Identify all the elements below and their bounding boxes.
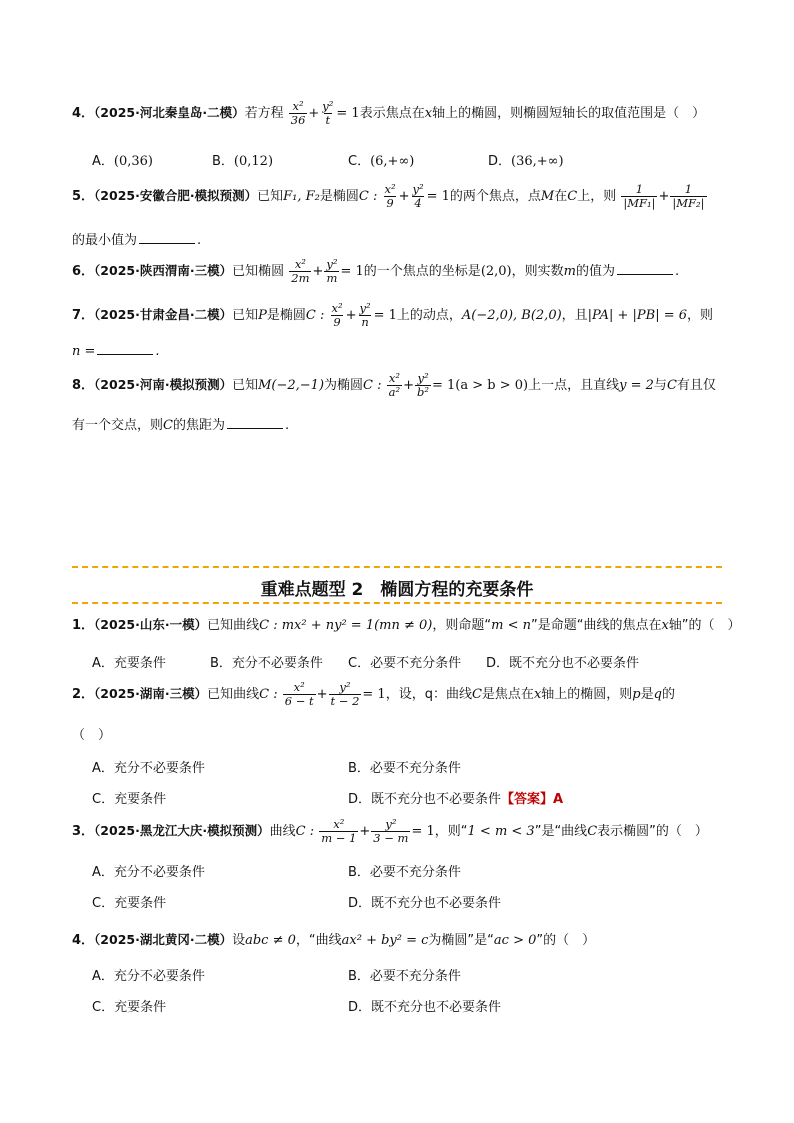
option-b[interactable]: B．必要不充分条件 [348, 761, 461, 776]
problem-2-line2: （ ） [72, 728, 112, 743]
answer-blank[interactable] [227, 417, 283, 429]
option-d[interactable]: D．(36,+∞) [488, 154, 564, 169]
fraction: $\frac{\text{x²}}{\text{a²}}$ [388, 371, 401, 399]
fraction: $\frac{\text{x²}}{2m}$ [291, 257, 310, 285]
question-source: （2025·湖南·三模） [94, 686, 208, 701]
option-d[interactable]: D．既不充分也不必要条件 [348, 896, 502, 911]
question-5-stem: 5．（2025·安徽合肥·模拟预测）已知F₁, F₂是椭圆C : $\frac{\text{x²}}{9}$ + $\frac{\text{y²}}{4}$ = 1的两个焦点，点M在C上，则 $\frac{1}{\text{|MF₁|}}$ + $\frac{1}{\text{|MF₂|}}$ [72, 182, 705, 210]
question-source: （2025·河南·模拟预测） [94, 377, 233, 392]
answer-blank[interactable] [617, 263, 673, 275]
question-source: （2025·陕西渭南·三模） [94, 263, 233, 278]
fraction: $\frac{\text{y²}}{t - 2}$ [330, 680, 360, 708]
question-source: （2025·河北秦皇岛·二模） [94, 105, 245, 120]
option-a[interactable]: A．充分不必要条件 [92, 865, 205, 880]
fraction: $\frac{\text{x²}}{6 - t}$ [284, 680, 314, 708]
fraction: $\frac{\text{x²}}{m - 1}$ [321, 817, 357, 845]
section-divider-top [72, 566, 722, 568]
fraction: $\frac{1}{\text{|MF₂|}}$ [672, 182, 705, 210]
problem-4-stem: 4．（2025·湖北黄冈·二模）设abc ≠ 0，“曲线ax² + by² = c为椭圆”是“ac > 0”的（ ） [72, 932, 596, 948]
option-b[interactable]: B．必要不充分条件 [348, 865, 461, 880]
question-number: 5． [72, 189, 95, 204]
question-source: （2025·安徽合肥·模拟预测） [94, 188, 258, 203]
fraction: $\frac{\text{y²}}{3 - m}$ [373, 817, 409, 845]
option-c[interactable]: C．必要不充分条件 [348, 656, 462, 671]
question-7-stem: 7．（2025·甘肃金昌·二模）已知P是椭圆C : $\frac{\text{x²}}{9}$ + $\frac{\text{y²}}{n}$ = 1上的动点，A(−2,0), B(2,0)，且|PA| + |PB| = 6，则 [72, 301, 714, 329]
question-6-stem: 6．（2025·陕西渭南·三模）已知椭圆 $\frac{\text{x²}}{2m}$ + $\frac{\text{y²}}{m}$ = 1的一个焦点的坐标是(2,0)，则实数m的值为 . [72, 257, 680, 285]
question-source: （2025·黑龙江大庆·模拟预测） [94, 823, 270, 838]
question-number: 6． [72, 264, 95, 279]
option-c[interactable]: C．充要条件 [92, 792, 167, 807]
problem-1-stem: 1．（2025·山东·一模）已知曲线C : mx² + ny² = 1(mn ≠ 0)，则命题“m < n”是命题“曲线的焦点在x轴”的（ ） [72, 617, 741, 633]
option-c[interactable]: C．(6,+∞) [348, 154, 415, 169]
fraction: $\frac{\text{y²}}{n}$ [359, 301, 371, 329]
question-4-stem: 4．（2025·河北秦皇岛·二模）若方程 $\frac{\text{x²}}{36}$ + $\frac{\text{y²}}{t}$ = 1表示焦点在x轴上的椭圆，则椭圆短轴长的取值范围是（ ） [72, 99, 706, 127]
question-number: 3． [72, 824, 95, 839]
fraction: $\frac{1}{\text{|MF₁|}}$ [623, 182, 656, 210]
answer-blank[interactable] [97, 343, 153, 355]
option-a[interactable]: A．充分不必要条件 [92, 761, 205, 776]
fraction: $\frac{\text{x²}}{9}$ [331, 301, 343, 329]
option-d[interactable]: D．既不充分也不必要条件【答案】A [348, 792, 564, 807]
section-divider-bottom [72, 602, 722, 604]
option-c[interactable]: C．充要条件 [92, 896, 167, 911]
question-source: （2025·甘肃金昌·二模） [94, 307, 233, 322]
question-number: 7． [72, 308, 95, 323]
fraction: $\frac{\text{y²}}{t}$ [322, 99, 334, 127]
fraction: $\frac{\text{y²}}{\text{b²}}$ [417, 371, 430, 399]
option-b[interactable]: B．(0,12) [212, 154, 274, 169]
answer-label: 【答案】A [501, 792, 564, 807]
option-b[interactable]: B．充分不必要条件 [210, 656, 323, 671]
fraction: $\frac{\text{x²}}{36}$ [290, 99, 306, 127]
question-source: （2025·湖北黄冈·二模） [94, 932, 233, 947]
question-number: 8． [72, 378, 95, 393]
option-d[interactable]: D．既不充分也不必要条件 [348, 1000, 502, 1015]
question-number: 4． [72, 933, 95, 948]
option-b[interactable]: B．必要不充分条件 [348, 969, 461, 984]
section-title: 重难点题型 2 椭圆方程的充要条件 [260, 580, 534, 600]
fraction: $\frac{\text{x²}}{9}$ [384, 182, 396, 210]
option-a[interactable]: A．(0,36) [92, 154, 153, 169]
question-number: 4． [72, 106, 95, 121]
option-a[interactable]: A．充分不必要条件 [92, 969, 205, 984]
question-8-line2: 有一个交点，则C的焦距为 . [72, 418, 290, 433]
question-5-line2: 的最小值为 . [72, 233, 202, 248]
problem-3-stem: 3．（2025·黑龙江大庆·模拟预测）曲线C : $\frac{\text{x²}}{m - 1}$ + $\frac{\text{y²}}{3 - m}$ = 1，则“1 < m < 3”是“曲线C表示椭圆”的（ ） [72, 817, 708, 845]
option-d[interactable]: D．既不充分也不必要条件 [486, 656, 640, 671]
option-a[interactable]: A．充要条件 [92, 656, 166, 671]
fraction: $\frac{\text{y²}}{4}$ [412, 182, 424, 210]
fraction: $\frac{\text{y²}}{m}$ [326, 257, 338, 285]
answer-blank[interactable] [139, 232, 195, 244]
problem-2-stem: 2．（2025·湖南·三模）已知曲线C : $\frac{\text{x²}}{6 - t}$ + $\frac{\text{y²}}{t - 2}$ = 1，设，q：曲线C是焦点在x轴上的椭圆，则p是q的 [72, 680, 675, 708]
question-source: （2025·山东·一模） [94, 617, 208, 632]
question-number: 1． [72, 618, 95, 633]
question-7-line2: n = . [72, 344, 160, 359]
question-number: 2． [72, 687, 95, 702]
option-c[interactable]: C．充要条件 [92, 1000, 167, 1015]
question-8-stem: 8．（2025·河南·模拟预测）已知M(−2,−1)为椭圆C : $\frac{\text{x²}}{\text{a²}}$ + $\frac{\text{y²}}{\text{b²}}$ = 1(a > b > 0)上一点，且直线y = 2与C有且仅 [72, 371, 716, 399]
